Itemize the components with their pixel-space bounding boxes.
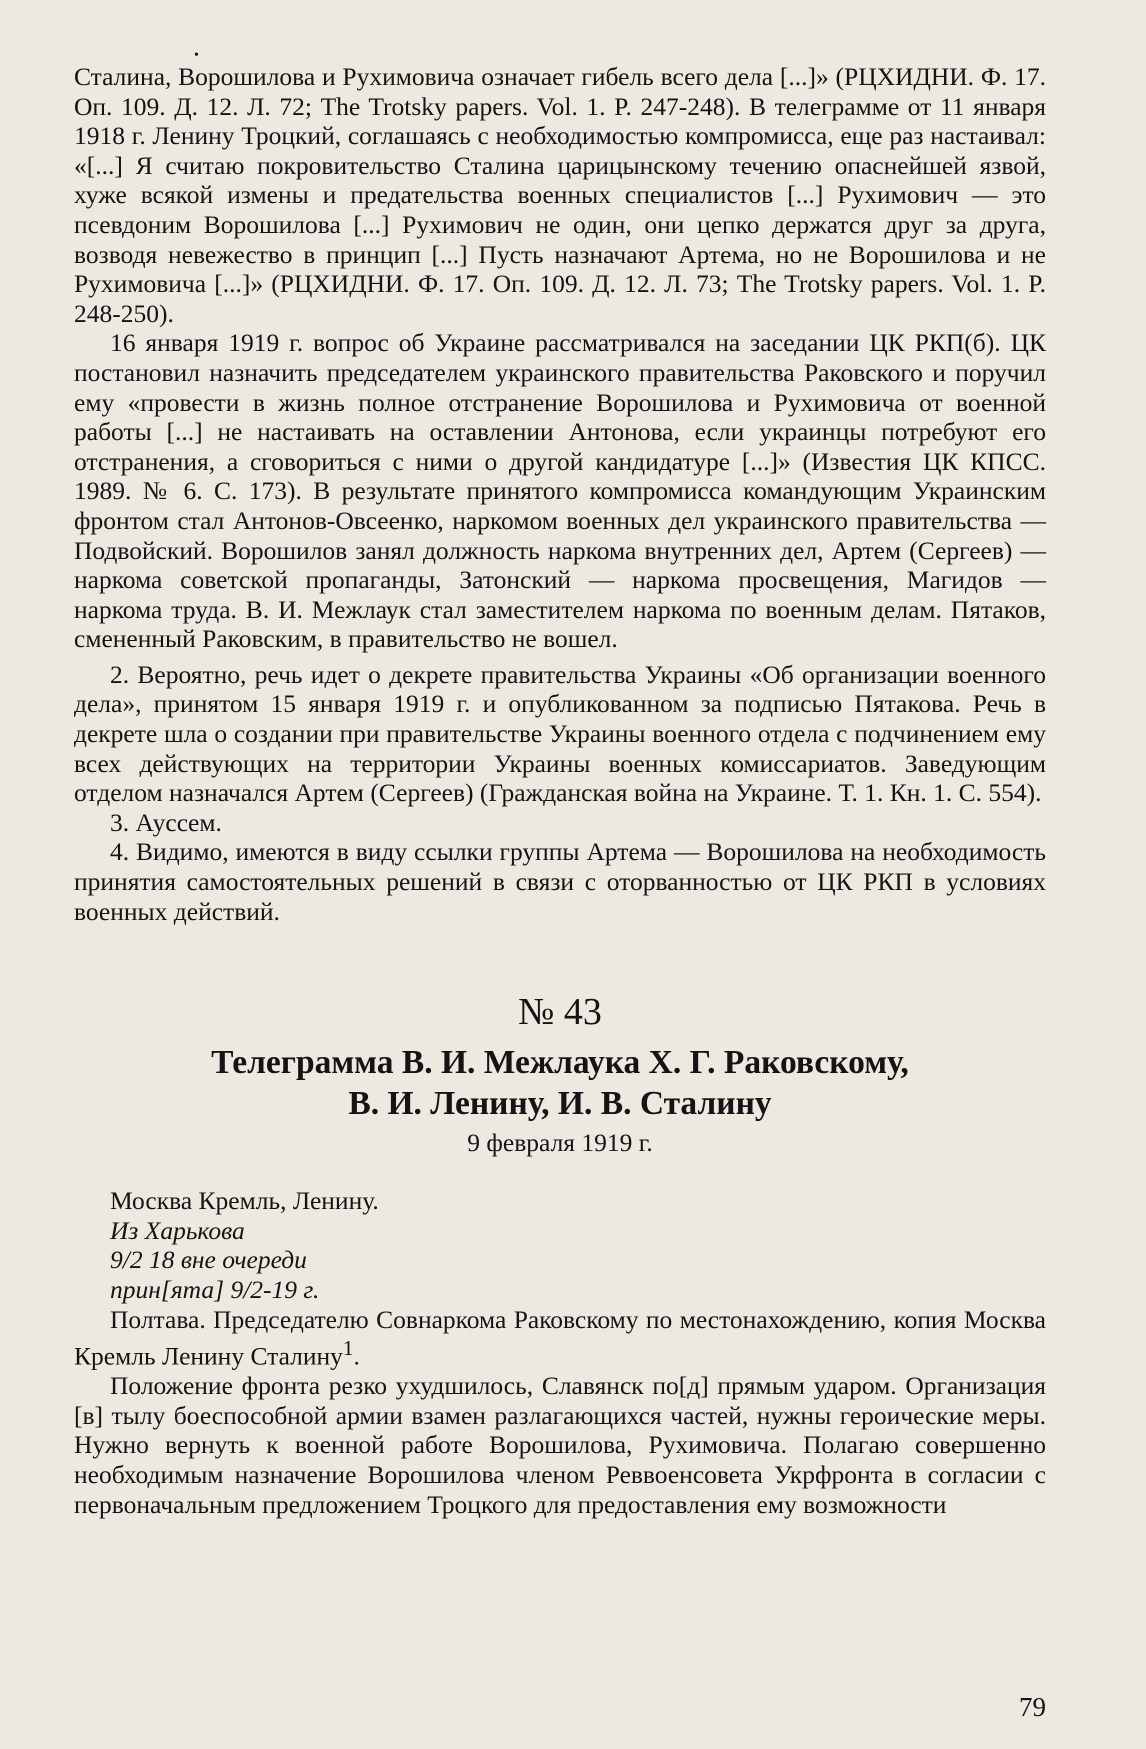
telegram-body-paragraph-2: Положение фронта резко ухудшилось, Славянск по[д] прямым ударом. Организация [в] тылу боеспособной армии взамен разлагающихся частей, нужны героические меры. Нужно вернуть к военной работе Ворошилова, Рухимовича. Полагаю совершенно необходимым назначение Ворошилова членом Реввоенсовета Укрфронта в согласии с первоначальным предложением Троцкого для предоставления ему возможности bbox=[74, 1371, 1046, 1519]
footnote-ref-1: 1 bbox=[342, 1336, 354, 1361]
telegram-body-paragraph-1-text: Полтава. Председателю Совнаркома Раковскому по местонахождению, копия Москва Кремль Ленину Сталину bbox=[74, 1304, 1046, 1371]
note-2: 2. Вероятно, речь идет о декрете правительства Украины «Об организации военного дела», принятом 15 января 1919 г. и опубликованном за подписью Пятакова. Речь в декрете шла о создании при правительстве Украины военного отдела с подчинением ему всех действующих на территории Украины военных комиссариатов. Заведующим отделом назначался Артем (Сергеев) (Гражданская война на Украине. Т. 1. Кн. 1. С. 554). bbox=[74, 659, 1046, 808]
stray-dot: • bbox=[194, 48, 199, 63]
note-1-paragraph-2: 16 января 1919 г. вопрос об Украине рассматривался на заседании ЦК РКП(б). ЦК постановил назначить председателем украинского правительства Раковского и поручил ему «провести в жизнь полное отстранение Ворошилова и Рухимовича от военной работы [...] не настаивать на оставлении Антонова, если украинцы потребуют его отстранения, а сговориться с ними о другой кандидатуре [...]» (Известия ЦК КПСС. 1989. № 6. С. 173). В результате принятого компромисса командующим Украинским фронтом стал Антонов-Овсеенко, наркомом военных дел украинского правительства — Подвойский. Ворошилов занял должность наркома внутренних дел, Артем (Сергеев) — наркома советской пропаганды, Затонский — наркома просвещения, Магидов — наркома труда. В. И. Межлаук стал заместителем наркома по военным делам. Пятаков, смененный Раковским, в правительство не вошел. bbox=[74, 328, 1046, 654]
telegram-body-paragraph-1 bbox=[74, 1305, 1046, 1372]
telegram-address: Москва Кремль, Ленину. bbox=[110, 1186, 379, 1216]
telegram-meta-received: прин[ята] 9/2-19 г. bbox=[110, 1275, 320, 1304]
telegram-meta-sent: 9/2 18 вне очереди bbox=[110, 1245, 307, 1275]
page-number: 79 bbox=[1019, 1692, 1046, 1722]
document-title-line-2: В. И. Ленину, И. В. Сталину bbox=[348, 1085, 772, 1123]
note-3: 3. Аусcем. bbox=[110, 807, 222, 837]
note-1-continuation: Сталина, Ворошилова и Рухимовича означает гибель всего дела [...]» (РЦХИДНИ. Ф. 17. Оп. 109. Д. 12. Л. 72; The Trotsky papers. Vol. 1. P. 247-248). В телеграмме от 11 января 1918 г. Ленину Троцкий, соглашаясь с необходимостью компромисса, еще раз настаивал: «[...] Я считаю покровительство Сталина царицынскому течению опаснейшей язвой, хуже всякой измены и предательства военных специалистов [...] Рухимович — это псевдоним Ворошилова [...] Рухимович не один, они цепко держатся друг за друга, возводя невежество в принцип [...] Пусть назначают Артема, но не Ворошилова и не Рухимовича [...]» (РЦХИДНИ. Ф. 17. Оп. 109. Д. 12. Л. 73; The Trotsky papers. Vol. 1. P. 248-250). bbox=[74, 62, 1046, 328]
document-title-line-1: Телеграмма В. И. Межлаука Х. Г. Раковскому, bbox=[211, 1044, 909, 1082]
document-page bbox=[74, 48, 1046, 1722]
document-number: № 43 bbox=[518, 991, 602, 1034]
note-4: 4. Видимо, имеются в виду ссылки группы Артема — Ворошилова на необходимость принятия самостоятельных решений в связи с оторванностью от ЦК РКП в условиях военных действий. bbox=[74, 837, 1046, 926]
telegram-origin: Из Харькова bbox=[110, 1215, 245, 1245]
telegram-body-paragraph-1-end: . bbox=[353, 1341, 360, 1371]
document-date: 9 февраля 1919 г. bbox=[467, 1128, 653, 1158]
